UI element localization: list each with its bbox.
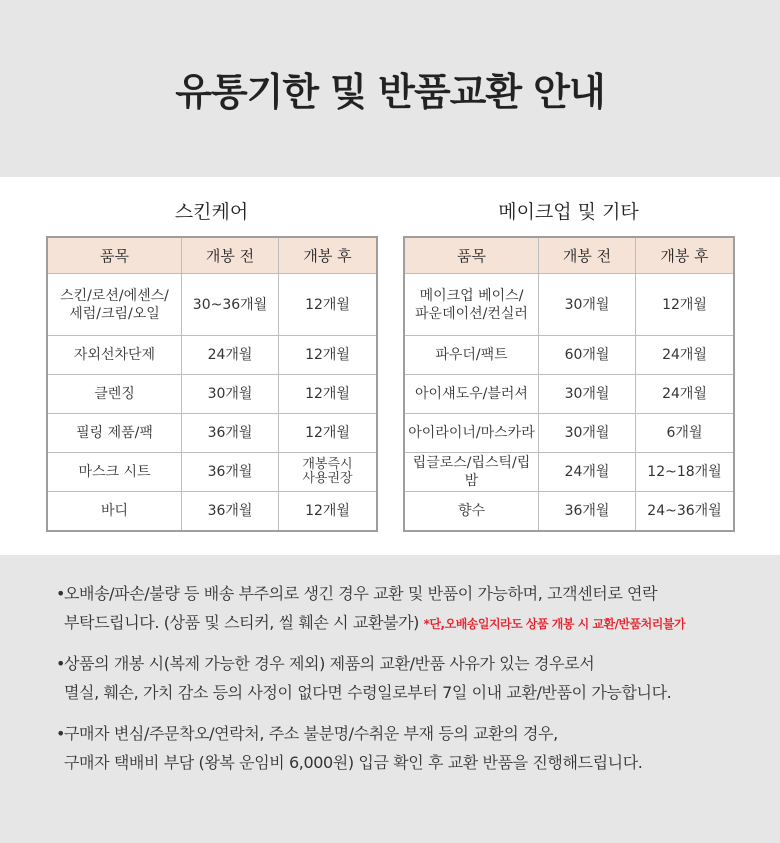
column-header-after: 개봉 후 <box>279 238 377 274</box>
page-title: 유통기한 및 반품교환 안내 <box>175 70 605 114</box>
note-line <box>56 608 746 639</box>
table-row <box>405 492 734 531</box>
table-row <box>405 375 734 414</box>
before-cell: 36개월 <box>182 453 279 492</box>
before-cell: 30개월 <box>539 274 636 336</box>
before-cell: 36개월 <box>182 414 279 453</box>
item-cell: 아이섀도우/블러셔 <box>405 375 539 414</box>
after-cell: 12개월 <box>279 414 377 453</box>
table-row <box>48 375 377 414</box>
item-line: 스킨/로션/에센스/ <box>60 287 169 304</box>
table-row <box>48 274 377 336</box>
item-line: 파운데이션/컨실러 <box>415 305 528 322</box>
after-cell: 24개월 <box>636 375 734 414</box>
table-header-row <box>48 238 377 274</box>
note-item <box>56 719 746 777</box>
skincare-table-block <box>47 199 376 531</box>
before-cell: 36개월 <box>539 492 636 531</box>
table-row <box>48 453 377 492</box>
note-line: 멸실, 훼손, 가치 감소 등의 사정이 없다면 수령일로부터 7일 이내 교환/반품이 가능합니다. <box>64 683 672 702</box>
before-cell: 60개월 <box>539 336 636 375</box>
note-item <box>56 579 746 639</box>
before-cell: 30개월 <box>539 375 636 414</box>
table-row <box>405 336 734 375</box>
note-item <box>56 649 746 707</box>
before-cell: 30~36개월 <box>182 274 279 336</box>
after-cell: 24~36개월 <box>636 492 734 531</box>
item-cell: 마스크 시트 <box>48 453 182 492</box>
table-row <box>405 453 734 492</box>
skincare-title: 스킨케어 <box>174 201 249 223</box>
bullet: • <box>56 654 66 673</box>
bullet: • <box>56 584 66 603</box>
header-banner <box>0 0 780 177</box>
bullet: • <box>56 724 66 743</box>
after-cell: 12개월 <box>636 274 734 336</box>
table-row <box>405 274 734 336</box>
makeup-title: 메이크업 및 기타 <box>498 201 639 223</box>
note-line: 오배송/파손/불량 등 배송 부주의로 생긴 경우 교환 및 반품이 가능하며, 고객센터로 연락 <box>64 584 658 603</box>
after-cell: 12개월 <box>279 336 377 375</box>
column-header-before: 개봉 전 <box>182 238 279 274</box>
note-line: 상품의 개봉 시(복제 가능한 경우 제외) 제품의 교환/반품 사유가 있는 경우로서 <box>64 654 595 673</box>
before-cell: 24개월 <box>539 453 636 492</box>
after-line: 사용권장 <box>302 471 353 486</box>
column-header-after: 개봉 후 <box>636 238 734 274</box>
before-cell: 30개월 <box>539 414 636 453</box>
skincare-table <box>47 237 377 531</box>
makeup-table-block <box>404 199 733 531</box>
warning-text: *단,오배송일지라도 상품 개봉 시 교환/반품처리불가 <box>423 617 686 631</box>
notes-section <box>0 555 780 843</box>
column-header-item: 품목 <box>48 238 182 274</box>
column-header-before: 개봉 전 <box>539 238 636 274</box>
after-cell: 6개월 <box>636 414 734 453</box>
item-cell: 향수 <box>405 492 539 531</box>
item-cell <box>405 274 539 336</box>
before-cell: 30개월 <box>182 375 279 414</box>
after-cell: 12~18개월 <box>636 453 734 492</box>
note-line-text: 부탁드립니다. (상품 및 스티커, 씰 훼손 시 교환불가) <box>64 613 419 632</box>
after-line: 개봉즉시 <box>302 457 353 472</box>
item-cell: 필링 제품/팩 <box>48 414 182 453</box>
table-row <box>48 414 377 453</box>
after-cell: 12개월 <box>279 375 377 414</box>
item-cell: 바디 <box>48 492 182 531</box>
table-row <box>405 414 734 453</box>
item-cell: 자외선차단제 <box>48 336 182 375</box>
item-cell: 립글로스/립스틱/립밤 <box>405 453 539 492</box>
after-cell: 12개월 <box>279 492 377 531</box>
note-line: 구매자 변심/주문착오/연락처, 주소 불분명/수취운 부재 등의 교환의 경우, <box>64 724 558 743</box>
note-line: 구매자 택배비 부담 (왕복 운임비 6,000원) 입금 확인 후 교환 반품을 진행해드립니다. <box>64 753 643 772</box>
table-header-row <box>405 238 734 274</box>
after-cell: 12개월 <box>279 274 377 336</box>
item-cell: 파우더/팩트 <box>405 336 539 375</box>
makeup-table <box>404 237 734 531</box>
table-row <box>48 492 377 531</box>
item-cell: 클렌징 <box>48 375 182 414</box>
before-cell: 36개월 <box>182 492 279 531</box>
after-cell <box>279 453 377 492</box>
column-header-item: 품목 <box>405 238 539 274</box>
table-row <box>48 336 377 375</box>
tables-section <box>0 177 780 555</box>
after-cell: 24개월 <box>636 336 734 375</box>
item-line: 메이크업 베이스/ <box>419 287 524 304</box>
before-cell: 24개월 <box>182 336 279 375</box>
item-line: 세럼/크림/오일 <box>69 305 160 322</box>
item-cell <box>48 274 182 336</box>
item-cell: 아이라이너/마스카라 <box>405 414 539 453</box>
